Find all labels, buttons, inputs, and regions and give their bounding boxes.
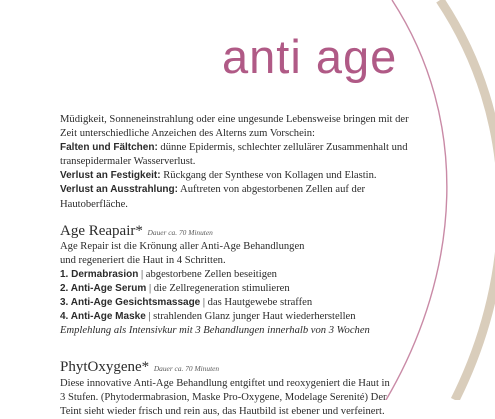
step-item	[60, 296, 415, 310]
step-label: 3. Anti-Age Gesichtsmassage	[60, 297, 201, 309]
intro-block	[60, 113, 415, 212]
step-text: | die Zellregeneration stimulieren	[146, 283, 290, 295]
step-item	[60, 282, 415, 296]
intro-item	[60, 183, 415, 211]
step-text: | das Hautgewebe straffen	[200, 297, 313, 309]
section-duration: Dauer ca. 70 Minuten	[147, 227, 213, 237]
intro-item-label: Verlust an Ausstrahlung:	[60, 184, 178, 196]
section-line: und regeneriert die Haut in 4 Schritten.	[60, 254, 226, 266]
intro-item-text: dünne Epidermis, schlechter zellulärer Zusammenhalt und transepidermaler Wasserverlust.	[60, 142, 408, 168]
intro-item-label: Falten und Fältchen:	[60, 142, 158, 154]
section-duration: Dauer ca. 70 Minuten	[153, 364, 220, 374]
step-label: 2. Anti-Age Serum	[60, 283, 147, 295]
intro-item	[60, 141, 415, 169]
section-heading	[60, 358, 415, 376]
section-heading	[60, 222, 415, 240]
section-line: Teint sieht wieder frisch und rein aus, das Hautbild ist ebener und verfeinert.	[60, 405, 385, 417]
section-phytoxygene	[60, 358, 415, 418]
section-note: Emplehlung als Intensivkur mit 3 Behandlungen innerhalb von 3 Wochen	[60, 325, 370, 337]
section-line: Diese innovative Anti-Age Behandlung entgiftet und reoxygeniert die Haut in	[60, 377, 390, 389]
intro-item-text: Auftreten von abgestorbenen Zellen auf der Hautoberfläche.	[60, 184, 366, 210]
section-name: Age Reapair*	[60, 222, 143, 239]
section-line: Age Repair ist die Krönung aller Anti-Age Behandlungen	[60, 240, 305, 252]
step-label: 4. Anti-Age Maske	[60, 311, 146, 323]
beige-curve	[440, 0, 495, 400]
intro-item	[60, 169, 415, 183]
main-content	[60, 113, 415, 419]
page-title: anti age	[222, 30, 398, 83]
section-line: 3 Stufen. (Phytodermabrasion, Maske Pro-Oxygene, Modelage Serenité) Der	[60, 391, 387, 403]
intro-item-text: Rückgang der Synthese von Kollagen und Elastin.	[160, 170, 377, 182]
step-item	[60, 310, 415, 324]
step-text: | strahlenden Glanz junger Haut wiederherstellen	[145, 311, 356, 323]
step-label: 1. Dermabrasion	[60, 268, 139, 280]
step-item	[60, 268, 415, 282]
intro-item-label: Verlust an Festigkeit:	[60, 170, 161, 182]
section-age-repair	[60, 222, 415, 339]
intro-text: Müdigkeit, Sonneneinstrahlung oder eine ungesunde Lebensweise bringen mit der Zeit unterschiedliche Anzeichen des Alterns zum Vorschein:	[60, 114, 409, 140]
section-name: PhytOxygene*	[60, 359, 150, 376]
step-text: | abgestorbene Zellen beseitigen	[138, 268, 277, 280]
